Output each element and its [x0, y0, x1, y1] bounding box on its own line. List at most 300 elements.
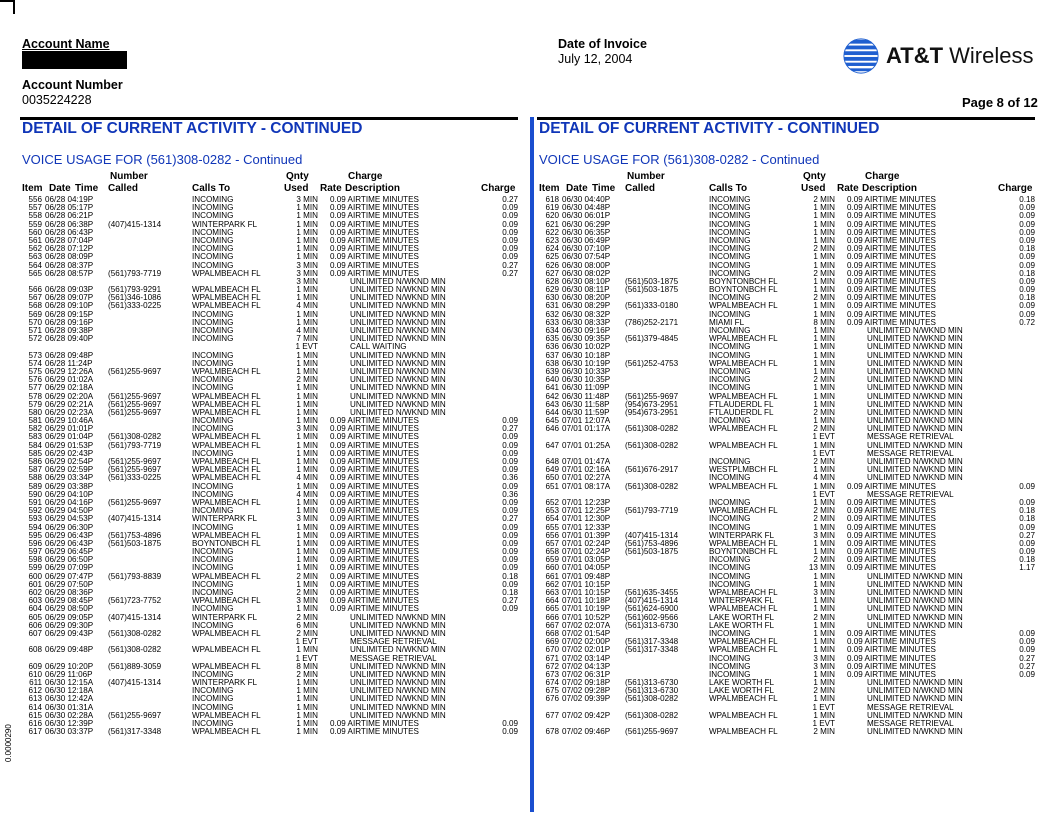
- charge: 0.09: [1019, 285, 1035, 295]
- date-time: 06/29 09:48P: [45, 645, 94, 655]
- called-number: (561)255-9697: [108, 407, 162, 417]
- rate-description: 0.09 AIRTIME MINUTES: [847, 244, 936, 254]
- called-number: (561)793-7719: [108, 440, 162, 450]
- item-number: 563: [28, 252, 42, 262]
- item-number: 600: [28, 571, 42, 581]
- date-time: 06/29 02:20A: [45, 391, 94, 401]
- quantity-used: 1 MIN: [813, 285, 835, 295]
- rate-description: 0.09 AIRTIME MINUTES: [847, 195, 936, 204]
- called-number: (561)753-4896: [625, 538, 679, 548]
- calls-to: WPALMBEACH FL: [709, 481, 778, 491]
- called-number: (561)255-9697: [108, 710, 162, 720]
- item-number: 612: [28, 686, 42, 696]
- table-row: [20, 573, 518, 581]
- item-number: 653: [545, 506, 559, 516]
- account-number-label: Account Number: [22, 78, 123, 92]
- quantity-used: 1 MIN: [813, 334, 835, 344]
- rate-description: UNLIMITED N/WKND MIN: [867, 710, 963, 720]
- rate-description: 0.09 AIRTIME MINUTES: [330, 424, 419, 434]
- invoice-date-label: Date of Invoice: [558, 37, 647, 51]
- usage-rows-right: [537, 196, 1035, 736]
- date-time: 06/30 10:33P: [562, 366, 611, 376]
- rate-description: 0.09 AIRTIME MINUTES: [847, 317, 936, 327]
- quantity-used: 1 MIN: [813, 260, 835, 270]
- quantity-used: 1 MIN: [813, 678, 835, 688]
- item-number: 579: [28, 399, 42, 409]
- item-number: 560: [28, 227, 42, 237]
- calls-to: WINTERPARK FL: [192, 514, 258, 524]
- date-time: 06/30 12:42A: [45, 694, 94, 704]
- quantity-used: 1 MIN: [813, 235, 835, 245]
- calls-to: FTLAUDERDL FL: [709, 399, 774, 409]
- date-time: 07/02 09:39P: [562, 694, 611, 704]
- table-row: [20, 720, 518, 728]
- quantity-used: 1 MIN: [813, 645, 835, 655]
- charge: 0.72: [1019, 317, 1035, 327]
- item-number: 656: [545, 530, 559, 540]
- charge: 0.18: [1019, 293, 1035, 303]
- quantity-used: 3 MIN: [296, 195, 318, 204]
- calls-to: INCOMING: [709, 211, 751, 221]
- date-time: 06/28 04:19P: [45, 195, 94, 204]
- item-number: 638: [545, 358, 559, 368]
- calls-to: WPALMBEACH FL: [192, 628, 261, 638]
- rate-description: UNLIMITED N/WKND MIN: [350, 669, 446, 679]
- table-row: [20, 564, 518, 572]
- calls-to: WPALMBEACH FL: [709, 301, 778, 311]
- called-number: (786)252-2171: [625, 317, 679, 327]
- date-time: 06/30 06:49P: [562, 235, 611, 245]
- date-time: 06/30 12:15A: [45, 678, 94, 688]
- voice-usage-subtitle: VOICE USAGE FOR (561)308-0282 - Continued: [539, 152, 820, 167]
- table-row: [537, 663, 1035, 671]
- quantity-used: 6 MIN: [296, 620, 318, 630]
- quantity-used: 1 MIN: [813, 669, 835, 679]
- calls-to: INCOMING: [192, 719, 234, 728]
- rate-description: UNLIMITED N/WKND MIN: [867, 326, 963, 335]
- header-time: Time: [75, 183, 99, 194]
- calls-to: INCOMING: [192, 669, 234, 679]
- calls-to: WPALMBEACH FL: [192, 727, 261, 737]
- item-number: 658: [545, 547, 559, 557]
- rate-description: 0.09 AIRTIME MINUTES: [847, 645, 936, 655]
- rate-description: UNLIMITED N/WKND MIN: [350, 612, 446, 622]
- item-number: 632: [545, 309, 559, 319]
- item-number: 598: [28, 555, 42, 565]
- rate-description: UNLIMITED N/WKND MIN: [350, 350, 446, 360]
- date-time: 07/01 12:07A: [562, 416, 611, 426]
- item-number: 584: [28, 440, 42, 450]
- date-time: 06/29 10:20P: [45, 661, 94, 671]
- rate-description: 0.09 AIRTIME MINUTES: [847, 276, 936, 286]
- called-number: (561)723-7752: [108, 596, 162, 606]
- calls-to: INCOMING: [709, 293, 751, 303]
- rate-description: 0.09 AIRTIME MINUTES: [330, 719, 419, 728]
- date-time: 06/30 06:29P: [562, 219, 611, 229]
- table-row: [537, 712, 1035, 720]
- date-time: 06/28 06:21P: [45, 211, 94, 221]
- calls-to: WINTERPARK FL: [192, 678, 258, 688]
- date-time: 06/28 06:43P: [45, 227, 94, 237]
- header-charge-top: Charge: [865, 171, 900, 182]
- calls-to: WPALMBEACH FL: [192, 497, 261, 507]
- calls-to: INCOMING: [709, 309, 751, 319]
- rate-description: UNLIMITED N/WKND MIN: [350, 710, 446, 720]
- date-time: 07/01 01:17A: [562, 424, 611, 434]
- called-number: (561)635-3455: [625, 588, 679, 597]
- rate-description: UNLIMITED N/WKND MIN: [350, 285, 446, 295]
- table-row: [20, 262, 518, 270]
- date-time: 06/30 08:00P: [562, 260, 611, 270]
- calls-to: WPALMBEACH FL: [192, 473, 261, 483]
- quantity-used: 4 MIN: [813, 473, 835, 483]
- date-time: 06/29 01:01P: [45, 424, 94, 434]
- rate-description: 0.09 AIRTIME MINUTES: [330, 514, 419, 524]
- table-row: [20, 253, 518, 261]
- date-time: 06/29 02:43P: [45, 448, 94, 458]
- table-row: [20, 245, 518, 253]
- quantity-used: 1 MIN: [813, 211, 835, 221]
- calls-to: INCOMING: [192, 555, 234, 565]
- quantity-used: 1 MIN: [296, 727, 318, 737]
- rate-description: 0.09 AIRTIME MINUTES: [847, 669, 936, 679]
- quantity-used: 1 MIN: [813, 350, 835, 360]
- calls-to: WPALMBEACH FL: [192, 645, 261, 655]
- date-time: 06/28 09:48P: [45, 350, 94, 360]
- quantity-used: 1 MIN: [296, 448, 318, 458]
- date-time: 07/01 10:52P: [562, 612, 611, 622]
- table-row: [20, 597, 518, 605]
- item-number: 573: [28, 350, 42, 360]
- table-row: [537, 474, 1035, 482]
- calls-to: INCOMING: [192, 358, 234, 368]
- quantity-used: 1 MIN: [296, 432, 318, 442]
- table-row: [20, 483, 518, 491]
- table-row: [537, 556, 1035, 564]
- calls-to: BOYNTONBCH FL: [709, 547, 778, 557]
- calls-to: WPALMBEACH FL: [709, 424, 778, 434]
- charge: 0.18: [502, 571, 518, 581]
- calls-to: INCOMING: [192, 252, 234, 262]
- called-number: (561)753-4896: [108, 530, 162, 540]
- charge: 0.09: [1019, 637, 1035, 647]
- date-time: 07/02 02:01P: [562, 645, 611, 655]
- column-divider: [530, 117, 534, 812]
- quantity-used: 1 MIN: [296, 457, 318, 466]
- item-number: 672: [545, 661, 559, 671]
- rate-description: UNLIMITED N/WKND MIN: [867, 678, 963, 688]
- rate-description: 0.09 AIRTIME MINUTES: [847, 547, 936, 557]
- rate-description: 0.09 AIRTIME MINUTES: [330, 481, 419, 491]
- item-number: 566: [28, 285, 42, 295]
- rate-description: UNLIMITED N/WKND MIN: [350, 702, 446, 712]
- calls-to: INCOMING: [709, 203, 751, 213]
- rate-description: 0.09 AIRTIME MINUTES: [330, 571, 419, 581]
- date-time: 06/29 06:30P: [45, 522, 94, 532]
- quantity-used: 1 EVT: [812, 702, 835, 712]
- rate-description: 0.09 AIRTIME MINUTES: [330, 579, 419, 589]
- quantity-used: 1 MIN: [296, 678, 318, 688]
- item-number: 649: [545, 465, 559, 475]
- quantity-used: 1 MIN: [813, 383, 835, 393]
- date-time: 06/28 05:17P: [45, 203, 94, 213]
- quantity-used: 1 MIN: [296, 219, 318, 229]
- header-item: Item: [539, 183, 560, 194]
- charge: 0.09: [502, 497, 518, 507]
- date-time: 06/30 08:32P: [562, 309, 611, 319]
- item-number: 570: [28, 317, 42, 327]
- calls-to: WPALMBEACH FL: [709, 391, 778, 401]
- rate-description: 0.09 AIRTIME MINUTES: [847, 293, 936, 303]
- quantity-used: 2 MIN: [813, 555, 835, 565]
- table-row: [537, 515, 1035, 523]
- called-number: (561)308-0282: [108, 432, 162, 442]
- calls-to: WPALMBEACH FL: [192, 391, 261, 401]
- rate-description: 0.09 AIRTIME MINUTES: [847, 203, 936, 213]
- item-number: 661: [545, 571, 559, 581]
- called-number: (407)415-1314: [108, 612, 162, 622]
- quantity-used: 13 MIN: [808, 563, 835, 573]
- date-time: 07/01 02:16A: [562, 465, 611, 475]
- calls-to: WPALMBEACH FL: [192, 432, 261, 442]
- calls-to: WPALMBEACH FL: [192, 268, 261, 278]
- rate-description: UNLIMITED N/WKND MIN: [350, 276, 446, 286]
- header-called: Called: [108, 183, 139, 194]
- table-row: [20, 450, 518, 458]
- rate-description: UNLIMITED N/WKND MIN: [867, 612, 963, 622]
- charge: 0.18: [1019, 506, 1035, 516]
- table-row: [20, 548, 518, 556]
- table-row: [537, 532, 1035, 540]
- charge: 0.09: [502, 719, 518, 728]
- called-number: (561)308-0282: [625, 481, 679, 491]
- table-row: [20, 409, 518, 417]
- rate-description: MESSAGE RETRIEVAL: [867, 702, 954, 712]
- rate-description: 0.09 AIRTIME MINUTES: [330, 506, 419, 516]
- date-time: 06/30 11:09P: [562, 383, 610, 393]
- rate-description: UNLIMITED N/WKND MIN: [350, 399, 446, 409]
- date-time: 06/29 09:43P: [45, 628, 94, 638]
- rate-description: UNLIMITED N/WKND MIN: [867, 604, 963, 614]
- item-number: 625: [545, 252, 559, 262]
- charge: 0.09: [502, 530, 518, 540]
- item-number: 614: [28, 702, 42, 712]
- rate-description: UNLIMITED N/WKND MIN: [867, 342, 963, 352]
- calls-to: INCOMING: [709, 571, 751, 581]
- rate-description: 0.09 AIRTIME MINUTES: [330, 432, 419, 442]
- item-number: 666: [545, 612, 559, 622]
- quantity-used: 1 MIN: [296, 686, 318, 696]
- table-row: [20, 589, 518, 597]
- quantity-used: 1 MIN: [813, 596, 835, 606]
- rate-description: 0.09 AIRTIME MINUTES: [330, 203, 419, 213]
- quantity-used: 1 MIN: [296, 719, 318, 728]
- quantity-used: 7 MIN: [296, 334, 318, 344]
- item-number: 641: [545, 383, 559, 393]
- calls-to: INCOMING: [192, 702, 234, 712]
- quantity-used: 4 MIN: [296, 489, 318, 499]
- quantity-used: 1 MIN: [296, 235, 318, 245]
- date-time: 06/28 09:15P: [45, 309, 94, 319]
- item-number: 631: [545, 301, 559, 311]
- quantity-used: 1 MIN: [813, 497, 835, 507]
- rate-description: UNLIMITED N/WKND MIN: [350, 383, 446, 393]
- date-time: 07/02 09:46P: [562, 727, 611, 737]
- quantity-used: 1 MIN: [296, 440, 318, 450]
- date-time: 06/28 07:04P: [45, 235, 94, 245]
- quantity-used: 3 MIN: [296, 268, 318, 278]
- item-number: 657: [545, 538, 559, 548]
- date-time: 06/30 06:35P: [562, 227, 611, 237]
- calls-to: INCOMING: [192, 334, 234, 344]
- item-number: 627: [545, 268, 559, 278]
- rate-description: 0.09 AIRTIME MINUTES: [847, 530, 936, 540]
- calls-to: WPALMBEACH FL: [192, 399, 261, 409]
- rate-description: 0.09 AIRTIME MINUTES: [847, 522, 936, 532]
- quantity-used: 2 MIN: [296, 375, 318, 385]
- rate-description: UNLIMITED N/WKND MIN: [350, 661, 446, 671]
- rate-description: 0.09 AIRTIME MINUTES: [847, 309, 936, 319]
- rate-description: 0.09 AIRTIME MINUTES: [330, 465, 419, 475]
- calls-to: WPALMBEACH FL: [192, 530, 261, 540]
- right-column: [537, 117, 1035, 812]
- date-time: 06/28 11:24P: [45, 358, 93, 368]
- called-number: (561)308-0282: [108, 645, 162, 655]
- item-number: 675: [545, 686, 559, 696]
- date-time: 06/29 12:26A: [45, 366, 94, 376]
- table-row: [537, 270, 1035, 278]
- charge: 0.09: [1019, 219, 1035, 229]
- table-row: [20, 196, 518, 204]
- date-time: 06/30 09:16P: [562, 326, 611, 335]
- called-number: (561)503-1875: [625, 547, 679, 557]
- called-number: (561)308-0282: [108, 628, 162, 638]
- quantity-used: 3 MIN: [296, 260, 318, 270]
- item-number: 642: [545, 391, 559, 401]
- date-time: 07/01 02:27A: [562, 473, 611, 483]
- calls-to: INCOMING: [192, 481, 234, 491]
- quantity-used: 1 MIN: [296, 416, 318, 426]
- quantity-used: 1 MIN: [813, 416, 835, 426]
- table-row: [20, 466, 518, 474]
- calls-to: WPALMBEACH FL: [709, 334, 778, 344]
- quantity-used: 1 MIN: [296, 252, 318, 262]
- calls-to: INCOMING: [709, 268, 751, 278]
- rate-description: CALL WAITING: [350, 342, 407, 352]
- calls-to: INCOMING: [192, 506, 234, 516]
- header-qnty: Qnty: [286, 171, 309, 182]
- calls-to: INCOMING: [709, 342, 751, 352]
- rate-description: 0.09 AIRTIME MINUTES: [847, 653, 936, 663]
- rate-description: 0.09 AIRTIME MINUTES: [847, 235, 936, 245]
- calls-to: INCOMING: [192, 309, 234, 319]
- charge: 0.09: [502, 579, 518, 589]
- charge: 0.09: [502, 448, 518, 458]
- item-number: 636: [545, 342, 559, 352]
- quantity-used: 1 MIN: [813, 571, 835, 581]
- item-number: 650: [545, 473, 559, 483]
- table-row: [20, 433, 518, 441]
- calls-to: WPALMBEACH FL: [192, 440, 261, 450]
- table-row: [537, 212, 1035, 220]
- date-time: 07/02 04:13P: [562, 661, 611, 671]
- rate-description: 0.09 AIRTIME MINUTES: [330, 530, 419, 540]
- charge: 0.09: [502, 203, 518, 213]
- quantity-used: 1 MIN: [813, 637, 835, 647]
- date-time: 07/01 12:25P: [562, 506, 611, 516]
- item-number: 609: [28, 661, 42, 671]
- called-number: (954)673-2951: [625, 407, 679, 417]
- account-number-value: 0035224228: [22, 93, 92, 107]
- calls-to: INCOMING: [192, 203, 234, 213]
- calls-to: WINTERPARK FL: [709, 530, 775, 540]
- called-number: (407)415-1314: [625, 530, 679, 540]
- item-number: 628: [545, 276, 559, 286]
- quantity-used: 1 MIN: [813, 522, 835, 532]
- item-number: 565: [28, 268, 42, 278]
- quantity-used: 2 MIN: [296, 588, 318, 597]
- item-number: 578: [28, 391, 42, 401]
- calls-to: INCOMING: [709, 260, 751, 270]
- charge: 0.09: [502, 440, 518, 450]
- table-row: [20, 507, 518, 515]
- date-time: 07/02 03:14P: [562, 653, 611, 663]
- charge: 0.09: [502, 522, 518, 532]
- quantity-used: 2 MIN: [813, 244, 835, 254]
- item-number: 669: [545, 637, 559, 647]
- quantity-used: 2 MIN: [813, 514, 835, 524]
- calls-to: WPALMBEACH FL: [709, 538, 778, 548]
- date-time: 07/01 10:18P: [562, 596, 611, 606]
- calls-to: WPALMBEACH FL: [192, 407, 261, 417]
- charge: 0.09: [502, 432, 518, 442]
- table-row: [20, 425, 518, 433]
- rate-description: UNLIMITED N/WKND MIN: [867, 399, 963, 409]
- table-row: [537, 253, 1035, 261]
- called-number: (561)255-9697: [108, 497, 162, 507]
- rate-description: UNLIMITED N/WKND MIN: [350, 694, 446, 704]
- rate-description: MESSAGE RETRIEVAL: [867, 432, 954, 442]
- item-number: 569: [28, 309, 42, 319]
- item-number: 586: [28, 457, 42, 466]
- date-time: 07/02 06:31P: [562, 669, 611, 679]
- rate-description: UNLIMITED N/WKND MIN: [350, 366, 446, 376]
- rate-description: 0.09 AIRTIME MINUTES: [330, 457, 419, 466]
- rate-description: UNLIMITED N/WKND MIN: [867, 383, 963, 393]
- date-time: 06/28 09:03P: [45, 285, 94, 295]
- rate-description: 0.09 AIRTIME MINUTES: [330, 219, 419, 229]
- called-number: (407)415-1314: [108, 678, 162, 688]
- quantity-used: 2 MIN: [813, 407, 835, 417]
- quantity-used: 1 MIN: [296, 710, 318, 720]
- called-number: (407)415-1314: [108, 514, 162, 524]
- calls-to: INCOMING: [709, 252, 751, 262]
- date-time: 06/30 02:28A: [45, 710, 94, 720]
- charge: 0.09: [1019, 227, 1035, 237]
- quantity-used: 1 MIN: [813, 252, 835, 262]
- called-number: (561)313-6730: [625, 620, 679, 630]
- item-number: 651: [545, 481, 559, 491]
- item-number: 647: [545, 440, 559, 450]
- charge: 0.18: [1019, 244, 1035, 254]
- item-number: 633: [545, 317, 559, 327]
- item-number: 587: [28, 465, 42, 475]
- calls-to: LAKE WORTH FL: [709, 686, 775, 696]
- item-number: 619: [545, 203, 559, 213]
- table-row: [20, 212, 518, 220]
- quantity-used: 2 MIN: [296, 571, 318, 581]
- calls-to: INCOMING: [192, 547, 234, 557]
